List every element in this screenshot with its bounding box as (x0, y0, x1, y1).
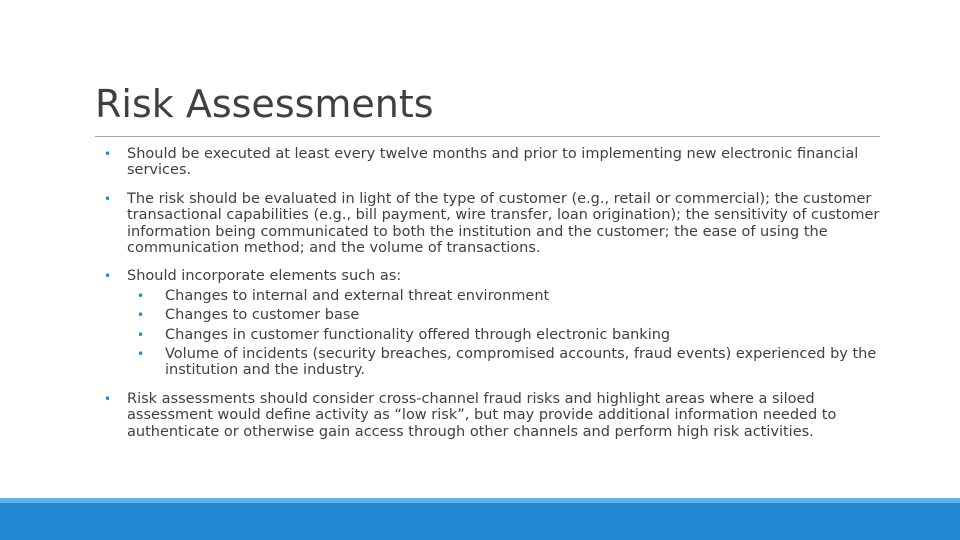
bullet-icon: • (104, 269, 112, 284)
bullet-item (104, 268, 884, 378)
sub-bullet-text: Changes to internal and external threat environment (165, 287, 550, 304)
bullet-icon: • (104, 391, 112, 406)
bullet-item (104, 146, 884, 179)
bullet-icon: • (104, 147, 112, 161)
sub-bullet-item (127, 288, 884, 304)
sub-bullet-text: Changes to customer base (165, 307, 360, 324)
sub-bullet-text: Volume of incidents (security breaches, compromised accounts, fraud events) experienced by the institution and the industry. (165, 346, 877, 379)
bullet-text: The risk should be evaluated in light of the type of customer (e.g., retail or commercial); the customer transactional capabilities (e.g., bill payment, wire transfer, loan origination); the sensitivity of customer information being communicated to both the institution and the customer; the ease of using the communication method; and the volume of transactions. (127, 190, 880, 257)
sub-bullet-item (127, 307, 884, 323)
bullet-text: Risk assessments should consider cross-channel fraud risks and highlight areas where a siloed assessment would define activity as “low risk”, but may provide additional information needed to authenticate or otherwise gain access through other channels and perform high risk activities. (127, 390, 837, 440)
footer-accent-bar (0, 498, 960, 540)
sub-bullet-item (127, 346, 884, 379)
bullet-text: Should be executed at least every twelve months and prior to implementing new electronic financial services. (127, 146, 859, 179)
title-divider (95, 136, 880, 137)
sub-bullet-list (127, 288, 884, 379)
slide-title: Risk Assessments (95, 82, 434, 126)
bullet-text: Should incorporate elements such as: (127, 268, 402, 285)
sub-bullet-icon: • (137, 347, 145, 362)
sub-bullet-icon: • (137, 288, 145, 303)
bullet-item (104, 191, 884, 257)
footer-accent-strip (0, 498, 960, 503)
bullet-item (104, 391, 884, 440)
sub-bullet-icon: • (137, 327, 145, 342)
bullet-icon: • (104, 191, 112, 206)
sub-bullet-text: Changes in customer functionality offered through electronic banking (165, 326, 671, 343)
bullet-list (104, 146, 884, 452)
sub-bullet-item (127, 327, 884, 343)
sub-bullet-icon: • (137, 308, 145, 323)
